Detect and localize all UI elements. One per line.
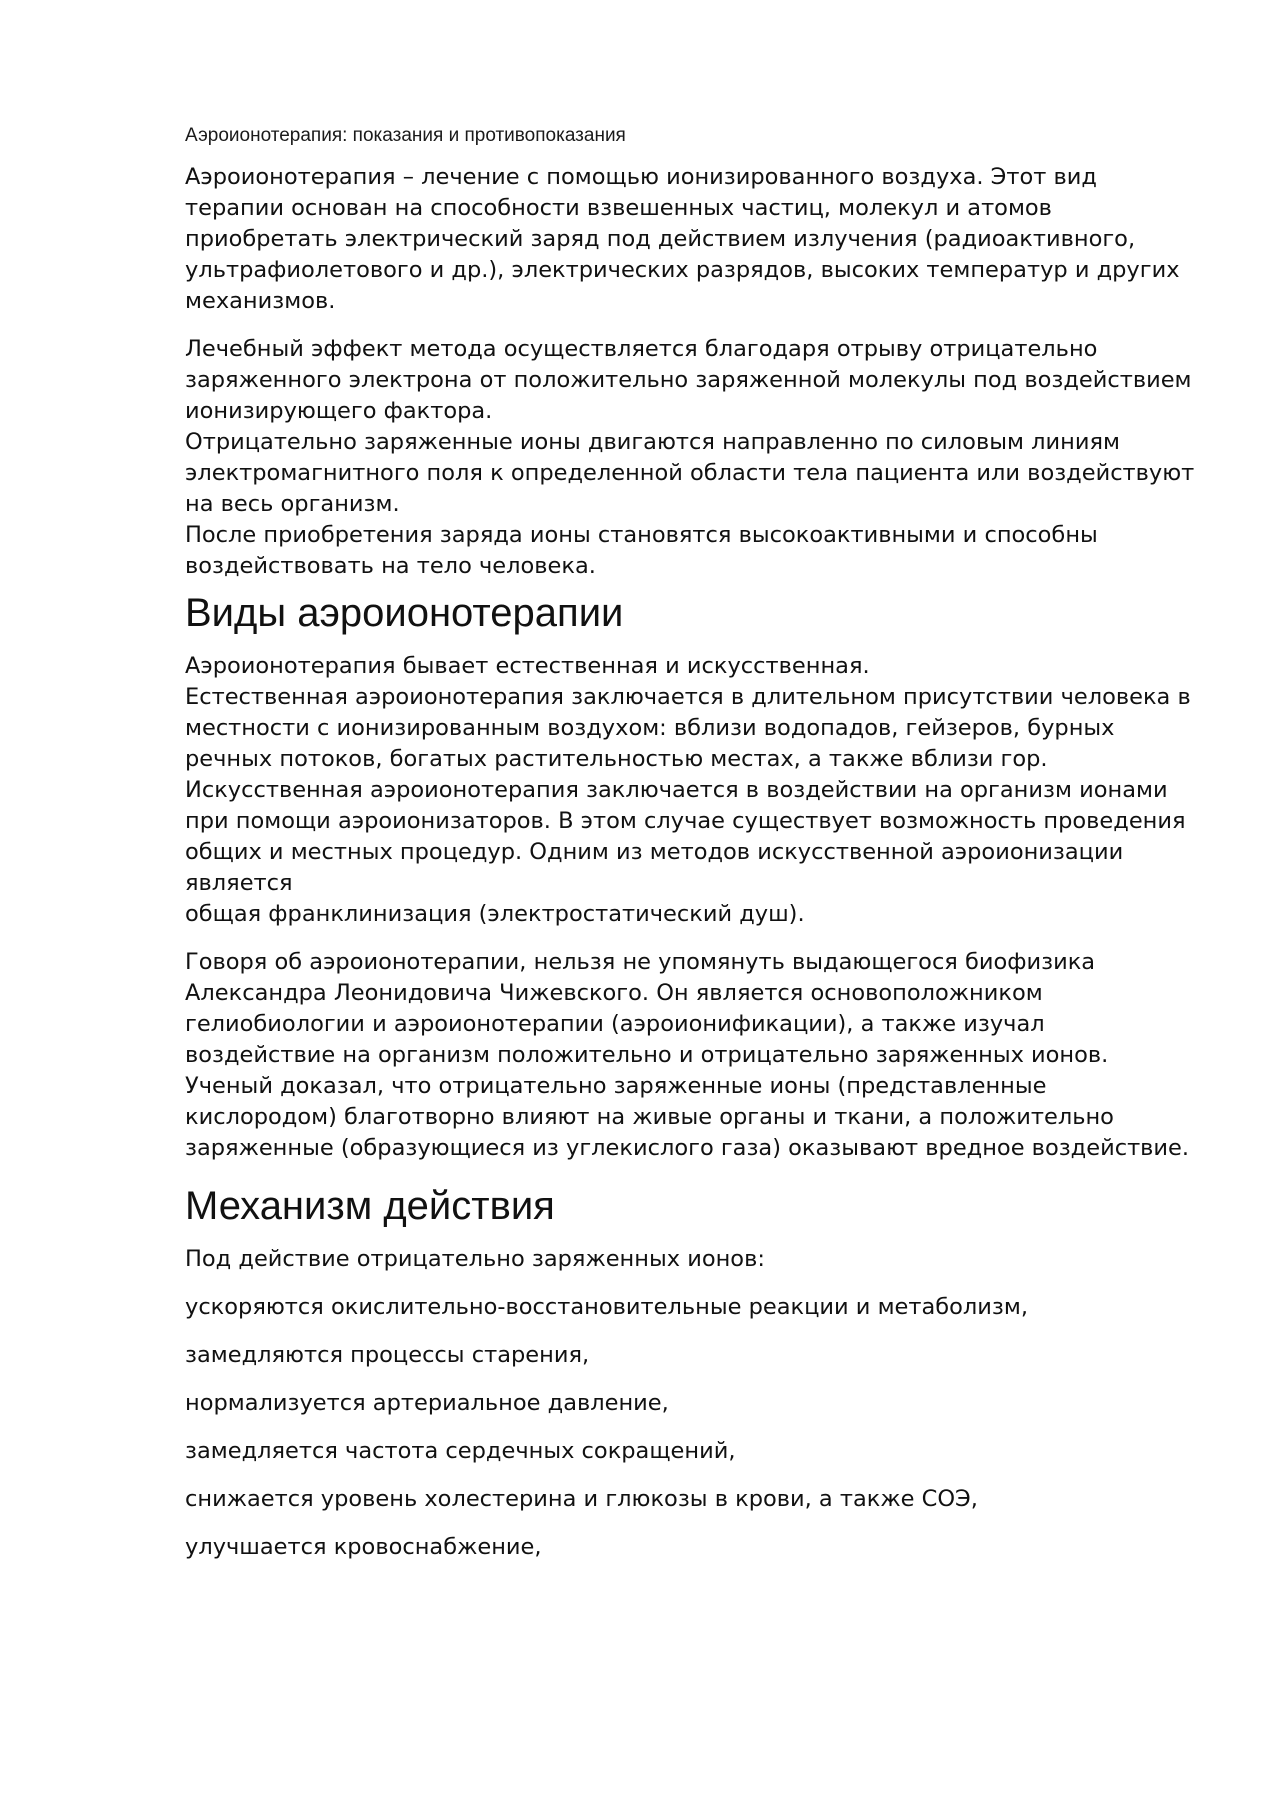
mechanism-item: улучшается кровоснабжение, <box>185 1534 542 1560</box>
types-paragraph-1: Аэроионотерапия бывает естественная и искусственная. <box>185 653 870 679</box>
types-paragraph-3: Искусственная аэроионотерапия заключается в воздействии на организм ионами при помощи аэроионизаторов. В этом случае существует возможность проведения общих и местных процедур. Одним из методов искусственной аэроионизации является <box>185 777 1186 896</box>
intro-paragraph-4: После приобретения заряда ионы становятся высокоактивными и способны воздействовать на тело человека. <box>185 522 1098 579</box>
intro-paragraph-1: Аэроионотерапия – лечение с помощью ионизированного воздуха. Этот вид терапии основан на способности взвешенных частиц, молекул и атомов приобретать электрический заряд под действием излучения (радиоактивного, ультрафиолетового и др.), электрических разрядов, высоких температур и других механизмов. <box>185 164 1180 314</box>
mechanism-item: замедляются процессы старения, <box>185 1342 590 1368</box>
section-heading-mechanism: Механизм действия <box>185 1184 555 1228</box>
types-paragraph-5: Говоря об аэроионотерапии, нельзя не упомянуть выдающегося биофизика Александра Леонидовича Чижевского. Он является основоположником гелиобиологии и аэроионотерапии (аэроионификации), а также изучал воздействие на организм положительно и отрицательно заряженных ионов. Ученый доказал, что отрицательно заряженные ионы (представленные кислородом) благотворно влияют на живые органы и ткани, а положительно заряженные (образующиеся из углекислого газа) оказывают вредное воздействие. <box>185 949 1190 1161</box>
intro-paragraph-3: Отрицательно заряженные ионы двигаются направленно по силовым линиям электромагнитного поля к определенной области тела пациента или воздействуют на весь организм. <box>185 429 1195 517</box>
mechanism-item: снижается уровень холестерина и глюкозы в крови, а также СОЭ, <box>185 1486 978 1512</box>
mechanism-item: замедляется частота сердечных сокращений, <box>185 1438 736 1464</box>
mechanism-item: нормализуется артериальное давление, <box>185 1390 669 1416</box>
intro-paragraph-2: Лечебный эффект метода осуществляется благодаря отрыву отрицательно заряженного электрона от положительно заряженной молекулы под воздействием ионизирующего фактора. <box>185 336 1192 424</box>
types-paragraph-4: общая франклинизация (электростатический душ). <box>185 901 805 927</box>
mechanism-item: ускоряются окислительно-восстановительные реакции и метаболизм, <box>185 1294 1029 1320</box>
document-header-title: Аэроионотерапия: показания и противопоказания <box>185 125 626 146</box>
types-paragraph-2: Естественная аэроионотерапия заключается в длительном присутствии человека в местности с ионизированным воздухом: вблизи водопадов, гейзеров, бурных речных потоков, богатых растительностью местах, а также вблизи гор. <box>185 684 1191 772</box>
document-content <box>185 122 1195 1580</box>
section-heading-types: Виды аэроионотерапии <box>185 591 624 635</box>
mechanism-intro: Под действие отрицательно заряженных ионов: <box>185 1246 765 1272</box>
